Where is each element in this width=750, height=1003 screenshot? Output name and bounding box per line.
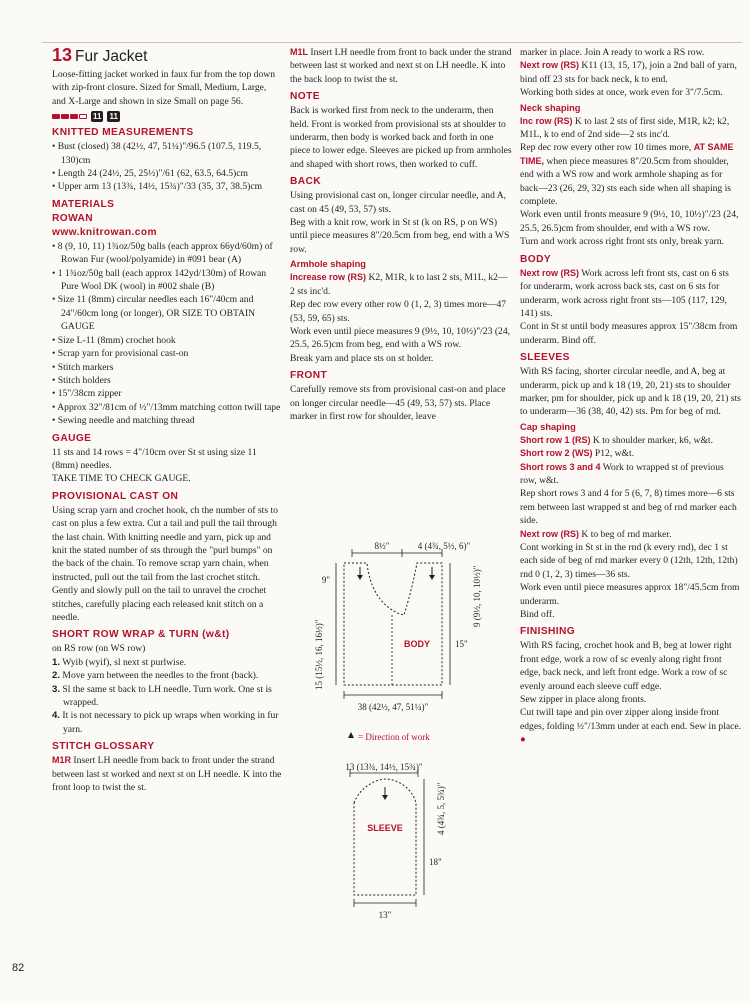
pattern-name: Fur Jacket [75,48,148,65]
front-p5: Work even until fronts measure 9 (9½, 10, 10½)"/23 (24, 25.5, 26.5)cm from shoulder, end with a WS row. [520,209,739,234]
gauge-text: 11 sts and 14 rows = 4"/10cm over St st using size 11 (8mm) needles. [52,446,257,471]
material-item: • Scrap yarn for provisional cast-on [52,348,189,360]
short-rows-3-4: Short rows 3 and 4 Work to wrapped st of previous row, w&t. [520,461,724,486]
gauge-note: TAKE TIME TO CHECK GAUGE. [52,473,191,485]
front-heading: FRONT [290,370,328,382]
finishing-p1: With RS facing, crochet hook and B, beg at lower right front edge, work a row of sc evenly along right front edge, back neck, and left front edge. Work a row of sc evenly around each sleeve cuff edge. [520,640,732,692]
label-shoulder: 4 (4¾, 5½, 6)" [417,541,471,551]
wrap-step: 3. Sl the same st back to LH needle. Turn work. One st is wrapped. [52,683,272,709]
label-sleeve-bottom: 13" [378,910,392,920]
needle-size-icon: 11 [93,112,102,122]
column-left [52,46,282,794]
front-p2: marker in place. Join A ready to work a RS row. [520,47,705,58]
sleeves-next-row: Next row (RS) K to beg of rnd marker. [520,528,672,540]
sleeves-heading: SLEEVES [520,352,570,364]
material-item: • Size 11 (8mm) circular needles each 16"/40cm and 24"/60cm long (or longer), OR SIZE TO OBTAIN GAUGE [52,294,256,333]
glossary-heading: STITCH GLOSSARY [52,741,155,753]
gauge-heading: GAUGE [52,432,92,444]
front-inc-row: Inc row (RS) K to last 2 sts of first side, M1R, k2; k2, M1L, k to end of 2nd side—2 sts inc'd. [520,115,730,141]
label-direction: = Direction of work [358,732,430,742]
wrap-step: 2. Move yarn between the needles to the front (back). [52,670,259,682]
label-top-width: 8½" [374,541,390,551]
label-sleeve-length: 18" [429,857,442,867]
materials-heading: MATERIALS [52,198,115,210]
front-next-row: Next row (RS) K11 (13, 15, 17), join a 2nd ball of yarn, bind off 23 sts for back neck, k to end. [520,60,737,85]
material-item: • Size L-11 (8mm) crochet hook [52,334,176,346]
brand: ROWAN [52,212,94,224]
column-right [520,46,742,747]
top-rule [42,42,742,43]
provisional-heading: PROVISIONAL CAST ON [52,490,179,502]
skill-level [52,111,282,122]
material-item: • Sewing needle and matching thread [52,415,195,427]
finishing-p3: Cut twill tape and pin over zipper along inside front edges, folding ½"/13mm under at each end. Sew in place. ● [520,707,742,746]
pattern-number: 13 [52,45,73,65]
sleeves-p1: With RS facing, shorter circular needle, and A, beg at underarm, pick up and k 18 (19, 20, 21) sts to shoulder marker, pm for shoulder, pick up and k 18 (19, 20, 21) sts to underarm—36 (38, 40, 42) sts. Pm for beg of rnd. [520,366,741,418]
glossary-m1r: M1R Insert LH needle from back to front under the strand between last st worked and next st on LH needle. K into the front loop to twist the st. [52,755,282,794]
schematic-svg [292,535,512,930]
label-armhole-right: 9 (9½, 10, 10½)" [472,565,482,627]
page-number: 82 [12,962,25,974]
back-p5: Break yarn and place sts on st holder. [290,352,434,364]
measure-item: • Length 24 (24½, 25, 25½)"/61 (62, 63.5, 64.5)cm [52,168,248,180]
measure-item: • Bust (closed) 38 (42½, 47, 51¼)"/96.5 (107.5, 119.5, 130)cm [52,141,262,166]
material-item: • Stitch holders [52,374,111,386]
wrap-heading: SHORT ROW WRAP & TURN (w&t) [52,629,230,641]
sleeves-p3: Cont working in St st in the rnd (k every rnd), dec 1 st each side of beg of rnd marker every 0 (12th, 12th, 12th) rnd 0 (1, 2, 3) times—36 sts. [520,542,738,580]
short-row-2: Short row 2 (WS) P12, w&t. [520,448,635,460]
measure-item: • Upper arm 13 (13¾, 14½, 15¾)"/33 (35, 37, 38.5)cm [52,181,263,193]
column-middle [290,46,512,423]
end-mark-icon: ● [520,734,526,746]
back-p2: Beg with a knit row, work in St st (k on RS, p on WS) until piece measures 8"/20.5cm from beg, end with a WS row. [290,217,510,255]
label-sleeve-cap: 4 (4¾, 5, 5¾)" [436,782,446,835]
note-heading: NOTE [290,91,320,103]
material-item: • 8 (9, 10, 11) 1¾oz/50g balls (each approx 66yd/60m) of Rowan Fur (wool/polyamide) in #091 bear (A) [52,240,273,266]
material-item: • 15"/38cm zipper [52,388,122,400]
pattern-title [52,46,282,66]
wrap-lead: on RS row (on WS row) [52,643,146,655]
note-text: Back is worked first from neck to the underarm, then held. Front is worked from provisional sts at shoulder to underarm, then body is worked back and forth in one piece to lower edge. Sleeves are picked up from armholes and shaped with short rows, then worked to cuff. [290,105,512,170]
back-p1: Using provisional cast on, longer circular needle, and A, cast on 45 (49, 53, 57) sts. [290,190,507,215]
cap-heading: Cap shaping [520,421,576,432]
direction-arrow-icon [348,732,354,738]
material-item: • Approx 32"/81cm of ½"/13mm matching cotton twill tape [52,401,281,413]
back-inc-row: Increase row (RS) K2, M1R, k to last 2 sts, M1L, k2—2 sts inc'd. [290,272,508,297]
front-p3: Working both sides at once, work even for 3"/7.5cm. [520,87,723,99]
armhole-heading: Armhole shaping [290,259,366,270]
needle-size-icon-2: 11 [109,112,118,122]
label-length-right: 15" [455,639,468,649]
back-heading: BACK [290,176,322,188]
label-armhole-left: 9" [321,575,330,585]
body-outline [344,563,442,685]
material-item: • Stitch markers [52,361,114,373]
sleeve-label: SLEEVE [367,823,403,833]
label-length-left: 15 (15½, 16, 16½)" [314,619,324,690]
glossary-m1l: M1L Insert LH needle from front to back under the strand between last st worked and next st on LH needle. K into the back loop to twist the st. [290,47,512,85]
finishing-heading: FINISHING [520,626,576,638]
label-sleeve-top: 13 (13¾, 14½, 15¾)" [345,762,423,772]
short-row-1: Short row 1 (RS) K to shoulder marker, k6, w&t. [520,434,713,446]
body-p2: Cont in St st until body measures approx 15"/38cm from underarm. Bind off. [520,321,738,346]
label-bottom-width: 38 (42½, 47, 51¼)" [357,702,429,712]
neck-heading: Neck shaping [520,102,581,113]
measurements-heading: KNITTED MEASUREMENTS [52,127,194,139]
material-item: • 1 1¾oz/50g ball (each approx 142yd/130m) of Rowan Pure Wool DK (wool) in #002 shale (B) [52,267,267,293]
schematic-diagram [292,535,512,930]
front-p6: Turn and work across right front sts only, break yarn. [520,236,724,248]
provisional-text: Using scrap yarn and crochet hook, ch the number of sts to cast on plus a few extra. Cut a tail and pull the tail through the last chain. With knitting needle and yarn, pick up and knit the stated number of sts through the "purl bumps" on the back of the chain. To remove scrap yarn chain, when instructed, pull out the tail from the last crochet stitch. Gently and slowly pull on the tail to unravel the crochet stitches, carefully placing each released knit stitch on a needle. [52,504,278,623]
brand-url[interactable]: www.knitrowan.com [52,226,157,238]
sleeves-p2: Rep short rows 3 and 4 for 5 (6, 7, 8) times more—6 sts rem between last wrapped st and beg of rnd marker each side. [520,488,737,527]
sleeves-p4: Work even until piece measures approx 18"/45.5cm from underarm. [520,582,740,607]
finishing-p2: Sew zipper in place along fronts. [520,694,647,706]
body-label: BODY [403,639,431,649]
sleeves-p5: Bind off. [520,609,555,621]
front-p4: Rep dec row every other row 10 times more, AT SAME TIME, when piece measures 8"/20.5cm from shoulder, end with a WS row and work armhole shaping as for back—23 (26, 29, 32) sts each side when all shaping is complete. [520,142,734,208]
back-p4: Work even until piece measures 9 (9½, 10, 10½)"/23 (24, 25.5, 26.5)cm from beg, end with a WS row. [290,325,511,351]
skill-level-bars-icon [52,114,87,119]
pattern-intro: Loose-fitting jacket worked in faux fur from the top down with zip-front closure. Sized for Small, Medium, Large, and X-Large and shown in size Small on page 56. [52,69,275,107]
wrap-step: 4. It is not necessary to pick up wraps when working in fur yarn. [52,710,279,735]
front-p1: Carefully remove sts from provisional cast-on and place on longer circular needle—45 (49, 53, 57) sts. Place marker in first row for shoulder, leave [290,384,506,422]
body-next-row: Next row (RS) Work across left front sts, cast on 6 sts for underarm, work across back sts, cast on 6 sts for underarm, work across right front sts—105 (117, 129, 141) sts. [520,267,729,319]
body-heading: BODY [520,253,552,265]
wrap-step: 1. Wyib (wyif), sl next st purlwise. [52,656,187,668]
back-p3: Rep dec row every other row 0 (1, 2, 3) times more—47 (53, 59, 65) sts. [290,299,507,324]
